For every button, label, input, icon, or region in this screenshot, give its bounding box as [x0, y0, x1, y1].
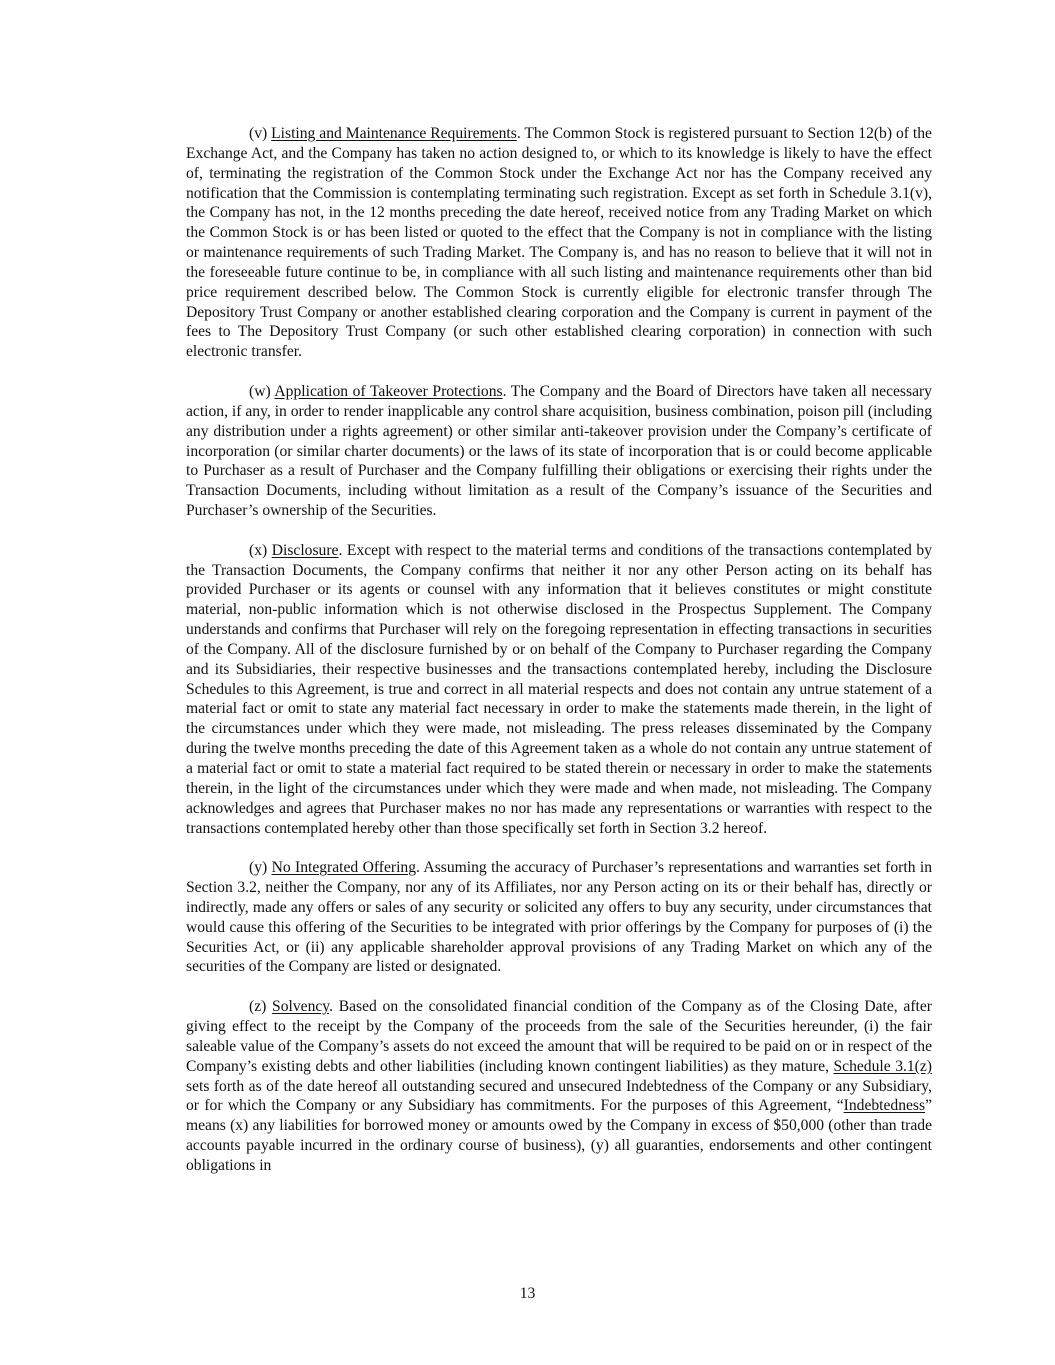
page-number: 13	[519, 1285, 536, 1302]
section-heading: Listing and Maintenance Requirements	[271, 125, 517, 142]
section-text: . Assuming the accuracy of Purchaser’s representations and warranties set forth in Section 3.2, neither the Company, nor any of its Affiliates, nor any Person acting on its or their behalf has, directly or indirectly, made any offers or sales of any security or solicited any offers to buy any security, under circumstances that would cause this offering of the Securities to be integrated with prior offerings by the Company for purposes of (i) the Securities Act, or (ii) any applicable shareholder approval provisions of any Trading Market on which any of the securities of the Company are listed or designated.	[186, 859, 932, 976]
section-label: (w)	[249, 382, 271, 400]
section-label: (v)	[249, 125, 268, 142]
section-heading: Disclosure	[271, 541, 339, 559]
section-z-solvency	[186, 997, 932, 1176]
section-text: ” means (x) any liabilities for borrowed money or amounts owed by the Company in excess of $50,000 (other than trade accounts payable incurred in the ordinary course of business), (y) all guaranties, endorsements and other contingent obligations in	[186, 1097, 932, 1174]
defined-term: Indebtedness	[843, 1097, 926, 1115]
section-heading: Application of Takeover Protections	[274, 382, 503, 400]
section-text: . The Common Stock is registered pursuant to Section 12(b) of the Exchange Act, and the Company has taken no action designed to, or which to its knowledge is likely to have the effect of, terminating the registration of the Common Stock under the Exchange Act nor has the Company received any notification that the Commission is contemplating terminating such registration. Except as set forth in Schedule 3.1(v), the Company has not, in the 12 months preceding the date hereof, received notice from any Trading Market on which the Common Stock is or has been listed or quoted to the effect that the Company is not in compliance with the listing or maintenance requirements of such Trading Market. The Company is, and has no reason to believe that it will not in the foreseeable future continue to be, in compliance with all such listing and maintenance requirements other than bid price requirement described below. The Common Stock is currently eligible for electronic transfer through The Depository Trust Company or another established clearing corporation and the Company is current in payment of the fees to The Depository Trust Company (or such other established clearing corporation) in connection with such electronic transfer.	[186, 125, 932, 361]
section-v-listing-requirements	[186, 124, 932, 362]
section-label: (y)	[249, 859, 268, 877]
section-heading: No Integrated Offering	[271, 859, 417, 877]
section-x-disclosure	[186, 541, 932, 839]
section-y-no-integrated-offering	[186, 858, 932, 977]
document-body	[186, 124, 932, 1176]
schedule-reference: Schedule 3.1(z)	[833, 1057, 932, 1075]
section-label: (x)	[249, 541, 268, 559]
section-label: (z)	[249, 998, 267, 1016]
section-text: sets forth as of the date hereof all outstanding secured and unsecured Indebtedness of the Company or any Subsidiary, or for which the Company or any Subsidiary has commitments. For the purposes of this Agreement, “	[186, 1077, 932, 1115]
section-text: . Except with respect to the material terms and conditions of the transactions contemplated by the Transaction Documents, the Company confirms that neither it nor any other Person acting on its behalf has provided Purchaser or its agents or counsel with any information that it believes constitutes or might constitute material, non-public information which is not otherwise disclosed in the Prospectus Supplement. The Company understands and confirms that Purchaser will rely on the foregoing representation in effecting transactions in securities of the Company. All of the disclosure furnished by or on behalf of the Company to Purchaser regarding the Company and its Subsidiaries, their respective businesses and the transactions contemplated hereby, including the Disclosure Schedules to this Agreement, is true and correct in all material respects and does not contain any untrue statement of a material fact or omit to state any material fact necessary in order to make the statements made therein, in the light of the circumstances under which they were made, not misleading. The press releases disseminated by the Company during the twelve months preceding the date of this Agreement taken as a whole do not contain any untrue statement of a material fact or omit to state a material fact required to be stated therein or necessary in order to make the statements therein, in the light of the circumstances under which they were made and when made, not misleading. The Company acknowledges and agrees that Purchaser makes no nor has made any representations or warranties with respect to the transactions contemplated hereby other than those specifically set forth in Section 3.2 hereof.	[186, 541, 932, 837]
section-heading: Solvency	[272, 998, 330, 1016]
section-text: . Based on the consolidated financial condition of the Company as of the Closing Date, after giving effect to the receipt by the Company of the proceeds from the sale of the Securities hereunder, (i) the fair saleable value of the Company’s assets do not exceed the amount that will be required to be paid on or in respect of the Company’s existing debts and other liabilities (including known contingent liabilities) as they mature,	[186, 998, 932, 1075]
section-text: . The Company and the Board of Directors have taken all necessary action, if any, in order to render inapplicable any control share acquisition, business combination, poison pill (including any distribution under a rights agreement) or other similar anti-takeover provision under the Company’s certificate of incorporation (or similar charter documents) or the laws of its state of incorporation that is or could become applicable to Purchaser as a result of Purchaser and the Company fulfilling their obligations or exercising their rights under the Transaction Documents, including without limitation as a result of the Company’s issuance of the Securities and Purchaser’s ownership of the Securities.	[186, 382, 932, 520]
section-w-takeover-protections	[186, 382, 932, 521]
